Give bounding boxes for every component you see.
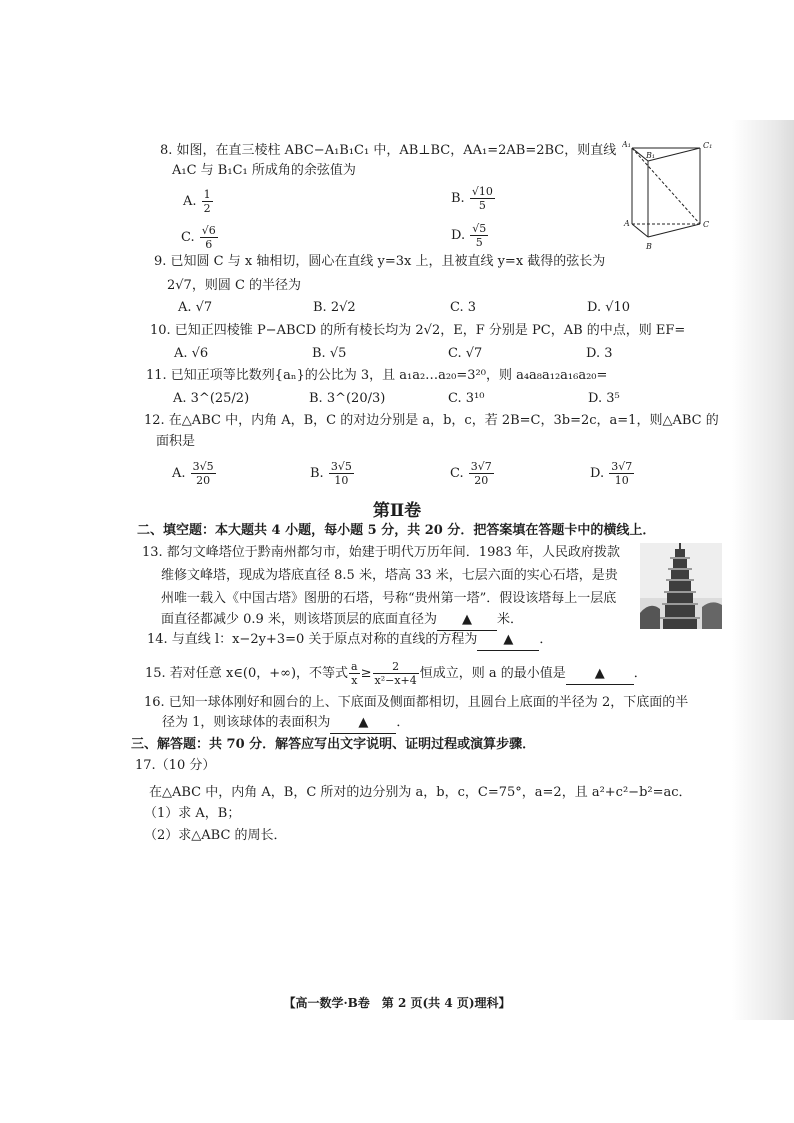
- q13-unit: 米．: [496, 612, 523, 627]
- q15-frac-a-over-x: [349, 660, 360, 687]
- q15-f2-den: x²−x+4: [374, 674, 417, 687]
- q8-b-label: B.: [451, 191, 465, 206]
- q8-a-num: 1: [203, 188, 211, 201]
- q9-stem-line1: 9. 已知圆 C 与 x 轴相切，圆心在直线 y=3x 上，且被直线 y=x 截得的弦长为: [154, 254, 606, 269]
- q12-a-fraction: [191, 460, 216, 487]
- q12-stem-line1: 12. 在△ABC 中，内角 A，B，C 的对边分别是 a，b，c，若 2B=C，3b=2c，a=1，则△ABC 的: [144, 413, 719, 428]
- label-a1: A₁: [622, 140, 631, 149]
- q13-line4: [161, 610, 523, 631]
- label-c: C: [703, 220, 710, 229]
- q11-option-a: A. 3^(25/2): [173, 391, 250, 406]
- q14-answer-blank: ▲: [477, 630, 539, 651]
- q15-frac-rhs: [373, 660, 419, 687]
- q15-end: ．: [633, 666, 647, 681]
- q12-option-a: [172, 460, 217, 487]
- q12-option-d: [590, 460, 635, 487]
- q12-a-num: 3√5: [192, 460, 214, 473]
- q17-part2: （2）求△ABC 的周长．: [144, 828, 287, 843]
- q10-option-d: D. 3: [586, 346, 613, 361]
- page-footer: 【高一数学·B卷 第 2 页(共 4 页)理科】: [283, 996, 511, 1010]
- q8-c-fraction: [200, 224, 218, 251]
- q9-option-b: B. 2√2: [313, 300, 356, 315]
- q8-d-label: D.: [451, 228, 466, 243]
- q16-end: ．: [396, 715, 410, 730]
- q17-part1: （1）求 A，B；: [144, 806, 241, 821]
- scan-shadow: [732, 120, 794, 1020]
- q17-stem: 在△ABC 中，内角 A，B，C 所对的边分别为 a，b，c，C=75°，a=2，且 a²+c²−b²=ac．: [149, 785, 692, 800]
- q12-b-fraction: [329, 460, 354, 487]
- q12-b-den: 10: [334, 474, 349, 487]
- q8-stem-line1: 8. 如图，在直三棱柱 ABC−A₁B₁C₁ 中，AB⊥BC，AA₁=2AB=2BC，则直线: [160, 143, 617, 158]
- prism-figure: [622, 134, 722, 256]
- q10-option-c: C. √7: [448, 346, 483, 361]
- q12-option-c: [450, 460, 495, 487]
- q8-a-den: 2: [203, 202, 211, 215]
- label-b1: B₁: [646, 151, 656, 160]
- q14-stem: [147, 630, 552, 651]
- q8-stem-line2: A₁C 与 B₁C₁ 所成角的余弦值为: [172, 163, 356, 178]
- q16-text: 径为 1，则该球体的表面积为: [162, 715, 331, 730]
- q16-line2: [162, 713, 409, 734]
- q14-text: 14. 与直线 l：x−2y+3=0 关于原点对称的直线的方程为: [147, 632, 478, 647]
- q16-line1: 16. 已知一球体刚好和圆台的上、下底面及侧面都相切，且圆台上底面的半径为 2，下底面的半: [144, 695, 689, 710]
- q8-a-label: A.: [183, 194, 197, 209]
- q8-d-fraction: [470, 222, 488, 249]
- q9-option-a: A. √7: [178, 300, 213, 315]
- q9-option-d: D. √10: [587, 300, 631, 315]
- q13-line2: 维修文峰塔，现成为塔底直径 8.5 米，塔高 33 米，七层六面的实心石塔，是贵: [161, 568, 618, 583]
- q12-c-num: 3√7: [470, 460, 492, 473]
- solve-heading: 三、解答题：共 70 分．解答应写出文字说明、证明过程或演算步骤．: [131, 737, 536, 752]
- q15-answer-blank: ▲: [566, 664, 634, 685]
- q12-c-fraction: [469, 460, 494, 487]
- q15-stem: [145, 660, 647, 687]
- q9-option-c: C. 3: [450, 300, 477, 315]
- q12-option-b: [310, 460, 355, 487]
- q12-b-label: B.: [310, 466, 324, 481]
- q8-option-a: [183, 188, 214, 215]
- q8-d-num: √5: [472, 222, 487, 235]
- q15-f1-den: x: [351, 674, 358, 687]
- q8-option-b: [451, 185, 496, 212]
- q15-ge: ≥: [360, 666, 372, 681]
- q12-d-label: D.: [590, 466, 605, 481]
- q8-d-den: 5: [475, 236, 483, 249]
- q12-a-den: 20: [196, 474, 211, 487]
- q16-answer-blank: ▲: [330, 713, 396, 734]
- q8-option-c: [181, 224, 219, 251]
- q11-option-c: C. 3¹⁰: [448, 391, 485, 406]
- q12-d-num: 3√7: [611, 460, 633, 473]
- q13-line4-text: 面直径都减少 0.9 米，则该塔顶层的底面直径为: [161, 612, 437, 627]
- q13-answer-blank: ▲: [437, 610, 497, 631]
- q12-stem-line2: 面积是: [156, 434, 196, 449]
- q14-end: ．: [539, 632, 553, 647]
- q12-d-den: 10: [614, 474, 629, 487]
- q13-line3: 州唯一载入《中国古塔》图册的石塔，号称“贵州第一塔”．假设该塔每上一层底: [161, 591, 617, 606]
- q12-a-label: A.: [172, 466, 186, 481]
- q8-a-fraction: [202, 188, 213, 215]
- q8-c-den: 6: [205, 238, 213, 251]
- q12-b-num: 3√5: [330, 460, 352, 473]
- q12-c-label: C.: [450, 466, 464, 481]
- section-title: 第Ⅱ卷: [372, 501, 422, 521]
- q15-text-a: 15. 若对任意 x∈(0，+∞)，不等式: [145, 666, 349, 681]
- q13-line1: 13. 都匀文峰塔位于黔南州都匀市，始建于明代万历年间．1983 年，人民政府拨款: [142, 545, 621, 560]
- q15-f1-num: a: [351, 660, 358, 673]
- q11-stem: 11. 已知正项等比数列{aₙ}的公比为 3，且 a₁a₂…a₂₀=3²⁰，则 a₄a₈a₁₂a₁₆a₂₀=: [146, 368, 608, 383]
- q8-b-den: 5: [478, 199, 486, 212]
- q8-b-fraction: [470, 185, 495, 212]
- fill-heading: 二、填空题：本大题共 4 小题，每小题 5 分，共 20 分．把答案填在答题卡中的横线上．: [137, 523, 656, 538]
- q15-f2-num: 2: [373, 660, 419, 674]
- q12-d-fraction: [609, 460, 634, 487]
- q8-c-label: C.: [181, 230, 195, 245]
- q8-c-num: √6: [201, 224, 216, 237]
- q17-head: 17.（10 分）: [135, 758, 216, 773]
- label-c1: C₁: [703, 141, 713, 150]
- q10-option-b: B. √5: [312, 346, 347, 361]
- label-a: A: [624, 219, 630, 228]
- q8-option-d: [451, 222, 489, 249]
- q11-option-d: D. 3⁵: [588, 391, 620, 406]
- q11-option-b: B. 3^(20/3): [309, 391, 386, 406]
- q15-text-b: 恒成立，则 a 的最小值是: [419, 666, 566, 681]
- q10-stem: 10. 已知正四棱锥 P−ABCD 的所有棱长均为 2√2，E，F 分别是 PC，AB 的中点，则 EF=: [150, 323, 686, 338]
- q9-stem-line2: 2√7，则圆 C 的半径为: [167, 278, 302, 293]
- q10-option-a: A. √6: [174, 346, 209, 361]
- q8-b-num: √10: [471, 185, 493, 198]
- q12-c-den: 20: [474, 474, 489, 487]
- label-b: B: [646, 242, 652, 251]
- pagoda-photo: [640, 543, 722, 629]
